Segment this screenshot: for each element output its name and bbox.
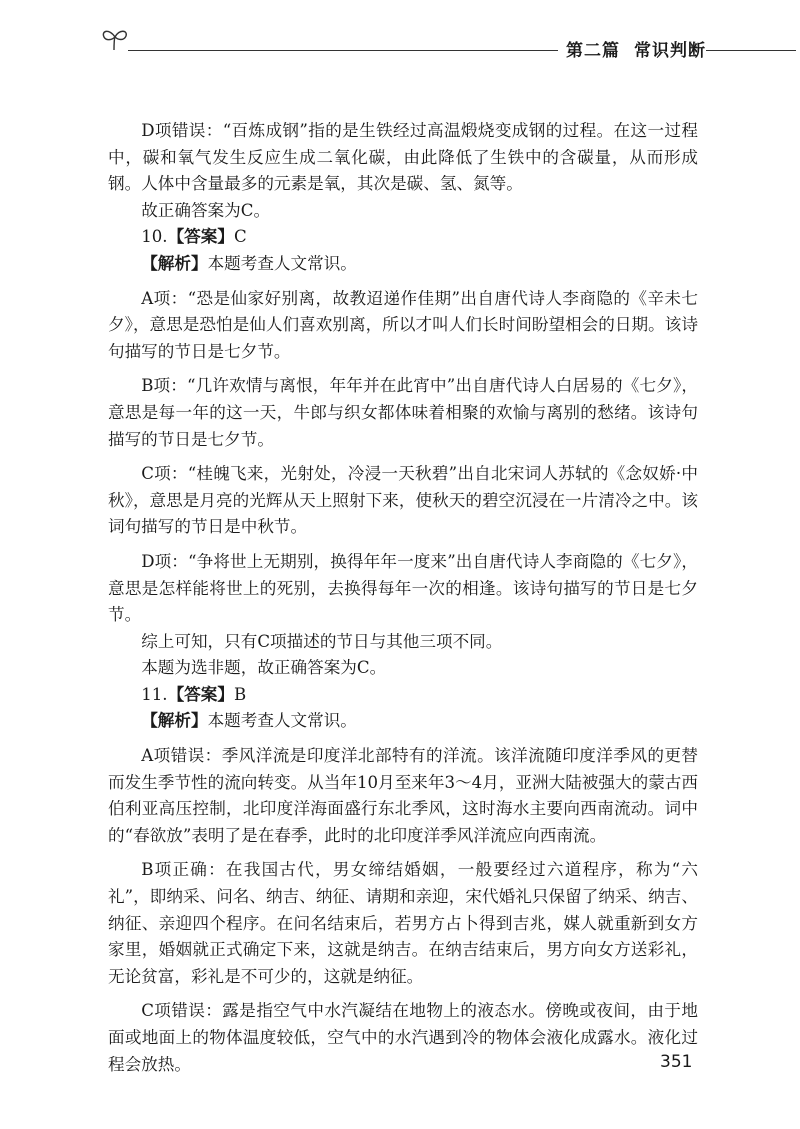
paragraph: D项错误：“百炼成钢”指的是生铁经过高温煅烧变成钢的过程。在这一过程中，碳和氧气发生反应生成二氧化碳，由此降低了生铁中的含碳量，从而形成钢。人体中含量最多的元素是氧，其次是碳、氢、氮等。 (108, 121, 698, 194)
page-header (0, 0, 800, 70)
analysis-line (108, 251, 698, 278)
paragraph: D项：“争将世上无期别，换得年年一度来”出自唐代诗人李商隐的《七夕》，意思是怎样能将世上的死别，去换得每年一次的相逢。该诗句描写的节日是七夕节。 (108, 551, 698, 625)
paragraph: C项错误：露是指空气中水汽凝结在地物上的液态水。傍晚或夜间，由于地面或地面上的物体温度较低，空气中的水汽遇到冷的物体会液化成露水。液化过程会放热。 (108, 1001, 698, 1074)
header-title (566, 36, 706, 61)
answer-value: B (233, 684, 247, 704)
paragraph: 综上可知，只有C项描述的节日与其他三项不同。 (141, 631, 503, 651)
header-rule-right (706, 50, 796, 51)
analysis-text: 本题考查人文常识。 (207, 253, 357, 273)
sprout-icon (100, 24, 130, 54)
paragraph: B项正确：在我国古代，男女缔结婚姻，一般要经过六道程序，称为“六礼”，即纳采、问名、纳吉、纳征、请期和亲迎，宋代婚礼只保留了纳采、纳吉、纳征、亲迎四个程序。在问名结束后，若男方占卜得到吉兆，媒人就重新到女方家里，婚姻就正式确定下来，这就是纳吉。在纳吉结束后，男方向女方送彩礼，无论贫富，彩礼是不可少的，这就是纳征。 (108, 860, 698, 986)
paragraph: 故正确答案为C。 (141, 200, 271, 220)
paragraph: 本题为选非题，故正确答案为C。 (141, 658, 387, 678)
paragraph: A项错误：季风洋流是印度洋北部特有的洋流。该洋流随印度洋季风的更替而发生季节性的流向转变。从当年10月至来年3～4月，亚洲大陆被强大的蒙古西伯利亚高压控制，北印度洋海面盛行东北季风，这时海水主要向西南流动。词中的“春欲放”表明了是在春季，此时的北印度洋季风洋流应向西南流。 (108, 746, 698, 845)
page-number: 351 (660, 1052, 693, 1072)
answer-label: 【答案】 (167, 684, 234, 704)
question-number: 11. (141, 684, 168, 704)
header-part: 第二篇 (566, 41, 620, 61)
paragraph: A项：“恐是仙家好别离，故教迢递作佳期”出自唐代诗人李商隐的《辛未七夕》，意思是恐怕是仙人们喜欢别离，所以才叫人们长时间盼望相会的日期。该诗句描写的节日是七夕节。 (108, 288, 698, 361)
analysis-text: 本题考查人文常识。 (207, 711, 357, 731)
answer-value: C (233, 227, 247, 247)
paragraph: B项：“几许欢情与离恨，年年并在此宵中”出自唐代诗人白居易的《七夕》，意思是每一年的这一天，牛郎与织女都体味着相聚的欢愉与离别的愁绪。该诗句描写的节日是七夕节。 (108, 376, 698, 449)
answer-line (108, 224, 698, 251)
analysis-label: 【解析】 (141, 711, 208, 731)
analysis-line (108, 708, 698, 735)
header-rule-left (128, 50, 558, 51)
question-number: 10. (141, 227, 168, 247)
page-body (108, 118, 698, 1078)
analysis-label: 【解析】 (141, 253, 208, 273)
header-section: 常识判断 (634, 41, 706, 61)
answer-label: 【答案】 (167, 227, 234, 247)
answer-line (108, 682, 698, 709)
paragraph: C项：“桂魄飞来，光射处，冷浸一天秋碧”出自北宋词人苏轼的《念奴娇·中秋》，意思是月亮的光辉从天上照射下来，使秋天的碧空沉浸在一片清冷之中。该词句描写的节日是中秋节。 (108, 464, 698, 537)
